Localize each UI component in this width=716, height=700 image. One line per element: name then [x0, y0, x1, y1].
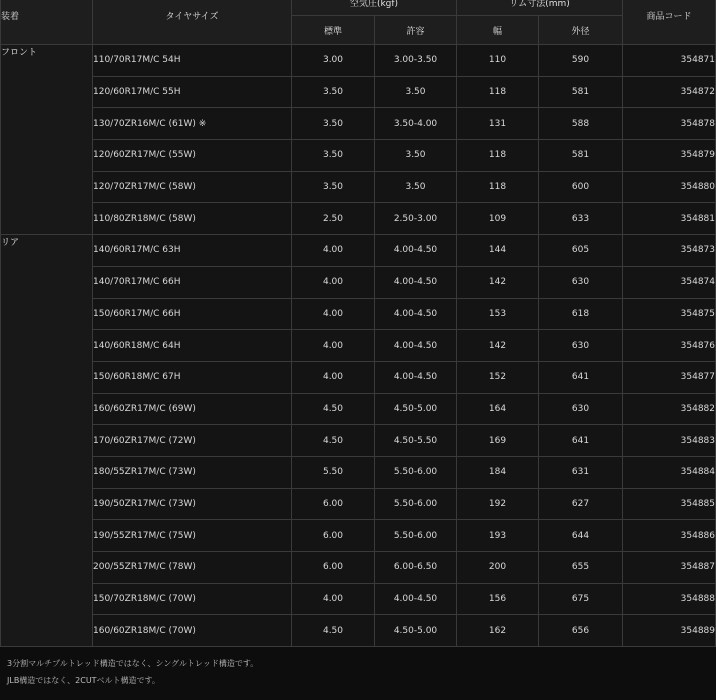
table-row: [1, 456, 716, 488]
tire-size-cell: 120/60R17M/C 55H: [93, 76, 292, 108]
outer-diameter-cell: 627: [539, 488, 623, 520]
tire-size-cell: 160/60ZR18M/C (70W): [93, 615, 292, 647]
allowable-pressure-cell: 4.00-4.50: [375, 235, 457, 267]
outer-diameter-cell: 605: [539, 235, 623, 267]
product-code-cell: 354880: [623, 171, 716, 203]
header-standard: 標準: [292, 16, 375, 45]
product-code-cell: 354879: [623, 140, 716, 172]
rim-width-cell: 109: [457, 203, 539, 235]
rim-width-cell: 118: [457, 171, 539, 203]
mount-position-label: フロント: [1, 45, 93, 235]
rim-width-cell: 131: [457, 108, 539, 140]
product-code-cell: 354874: [623, 266, 716, 298]
rim-width-cell: 110: [457, 45, 539, 77]
rim-width-cell: 118: [457, 140, 539, 172]
rim-width-cell: 153: [457, 298, 539, 330]
table-row: [1, 298, 716, 330]
standard-pressure-cell: 3.50: [292, 171, 375, 203]
outer-diameter-cell: 641: [539, 425, 623, 457]
tire-size-cell: 150/60R17M/C 66H: [93, 298, 292, 330]
product-code-cell: 354875: [623, 298, 716, 330]
outer-diameter-cell: 581: [539, 140, 623, 172]
standard-pressure-cell: 3.50: [292, 76, 375, 108]
standard-pressure-cell: 4.50: [292, 615, 375, 647]
outer-diameter-cell: 630: [539, 330, 623, 362]
outer-diameter-cell: 588: [539, 108, 623, 140]
rim-width-cell: 192: [457, 488, 539, 520]
rim-width-cell: 142: [457, 330, 539, 362]
allowable-pressure-cell: 3.50: [375, 76, 457, 108]
allowable-pressure-cell: 3.50-4.00: [375, 108, 457, 140]
table-row: [1, 552, 716, 584]
outer-diameter-cell: 644: [539, 520, 623, 552]
tire-size-cell: 120/60ZR17M/C (55W): [93, 140, 292, 172]
product-code-cell: 354887: [623, 552, 716, 584]
header-mount: 装着: [1, 0, 93, 45]
standard-pressure-cell: 4.00: [292, 583, 375, 615]
allowable-pressure-cell: 4.50-5.50: [375, 425, 457, 457]
product-code-cell: 354873: [623, 235, 716, 267]
rim-width-cell: 184: [457, 456, 539, 488]
product-code-cell: 354885: [623, 488, 716, 520]
table-row: [1, 203, 716, 235]
standard-pressure-cell: 4.00: [292, 266, 375, 298]
rim-width-cell: 156: [457, 583, 539, 615]
standard-pressure-cell: 2.50: [292, 203, 375, 235]
outer-diameter-cell: 641: [539, 361, 623, 393]
tire-size-cell: 190/55ZR17M/C (75W): [93, 520, 292, 552]
table-row: [1, 520, 716, 552]
allowable-pressure-cell: 4.50-5.00: [375, 615, 457, 647]
allowable-pressure-cell: 2.50-3.00: [375, 203, 457, 235]
tire-size-cell: 180/55ZR17M/C (73W): [93, 456, 292, 488]
outer-diameter-cell: 618: [539, 298, 623, 330]
table-header: [1, 0, 716, 45]
header-tire-size: タイヤサイズ: [93, 0, 292, 45]
table-row: [1, 583, 716, 615]
header-rim-group: リム寸法(mm): [457, 0, 623, 16]
standard-pressure-cell: 4.00: [292, 330, 375, 362]
standard-pressure-cell: 4.00: [292, 361, 375, 393]
table-row: [1, 393, 716, 425]
product-code-cell: 354888: [623, 583, 716, 615]
outer-diameter-cell: 630: [539, 393, 623, 425]
tire-size-cell: 190/50ZR17M/C (73W): [93, 488, 292, 520]
allowable-pressure-cell: 5.50-6.00: [375, 456, 457, 488]
product-code-cell: 354886: [623, 520, 716, 552]
table-row: [1, 76, 716, 108]
header-allowable: 許容: [375, 16, 457, 45]
tire-size-cell: 150/60R18M/C 67H: [93, 361, 292, 393]
product-code-cell: 354876: [623, 330, 716, 362]
rim-width-cell: 118: [457, 76, 539, 108]
table-row: [1, 140, 716, 172]
tire-size-cell: 110/80ZR18M/C (58W): [93, 203, 292, 235]
rim-width-cell: 152: [457, 361, 539, 393]
mount-position-label: リア: [1, 235, 93, 647]
tire-size-cell: 140/60R18M/C 64H: [93, 330, 292, 362]
standard-pressure-cell: 3.50: [292, 108, 375, 140]
allowable-pressure-cell: 5.50-6.00: [375, 488, 457, 520]
table-row: [1, 171, 716, 203]
rim-width-cell: 164: [457, 393, 539, 425]
footnotes: [7, 655, 258, 689]
standard-pressure-cell: 3.00: [292, 45, 375, 77]
outer-diameter-cell: 656: [539, 615, 623, 647]
outer-diameter-cell: 590: [539, 45, 623, 77]
tire-size-cell: 170/60ZR17M/C (72W): [93, 425, 292, 457]
table-body: [1, 45, 716, 647]
rim-width-cell: 142: [457, 266, 539, 298]
standard-pressure-cell: 6.00: [292, 488, 375, 520]
tire-size-cell: 160/60ZR17M/C (69W): [93, 393, 292, 425]
product-code-cell: 354871: [623, 45, 716, 77]
standard-pressure-cell: 4.00: [292, 235, 375, 267]
standard-pressure-cell: 4.00: [292, 298, 375, 330]
allowable-pressure-cell: 4.00-4.50: [375, 361, 457, 393]
table-row: [1, 330, 716, 362]
allowable-pressure-cell: 3.50: [375, 140, 457, 172]
product-code-cell: 354878: [623, 108, 716, 140]
rim-width-cell: 169: [457, 425, 539, 457]
outer-diameter-cell: 581: [539, 76, 623, 108]
footnote: JLB構造ではなく、2CUTベルト構造です。: [7, 676, 160, 685]
product-code-cell: 354877: [623, 361, 716, 393]
allowable-pressure-cell: 3.00-3.50: [375, 45, 457, 77]
allowable-pressure-cell: 4.00-4.50: [375, 330, 457, 362]
rim-width-cell: 144: [457, 235, 539, 267]
tire-size-cell: 150/70ZR18M/C (70W): [93, 583, 292, 615]
header-width: 幅: [457, 16, 539, 45]
outer-diameter-cell: 631: [539, 456, 623, 488]
table-row: [1, 425, 716, 457]
table-row: [1, 235, 716, 267]
standard-pressure-cell: 3.50: [292, 140, 375, 172]
tire-size-cell: 130/70ZR16M/C (61W) ※: [93, 108, 292, 140]
product-code-cell: 354882: [623, 393, 716, 425]
table-row: [1, 45, 716, 77]
tire-size-cell: 110/70R17M/C 54H: [93, 45, 292, 77]
header-pressure-group: 空気圧(kgf): [292, 0, 457, 16]
header-diameter: 外径: [539, 16, 623, 45]
allowable-pressure-cell: 4.50-5.00: [375, 393, 457, 425]
tire-size-cell: 140/60R17M/C 63H: [93, 235, 292, 267]
header-product-code: 商品コード: [623, 0, 716, 45]
product-code-cell: 354872: [623, 76, 716, 108]
tire-size-cell: 140/70R17M/C 66H: [93, 266, 292, 298]
outer-diameter-cell: 630: [539, 266, 623, 298]
table-row: [1, 108, 716, 140]
outer-diameter-cell: 633: [539, 203, 623, 235]
standard-pressure-cell: 6.00: [292, 552, 375, 584]
rim-width-cell: 193: [457, 520, 539, 552]
table-row: [1, 615, 716, 647]
table-row: [1, 488, 716, 520]
footnote: 3分割マルチプルトレッド構造ではなく、シングルトレッド構造です。: [7, 659, 259, 668]
outer-diameter-cell: 655: [539, 552, 623, 584]
table-row: [1, 361, 716, 393]
tire-size-cell: 200/55ZR17M/C (78W): [93, 552, 292, 584]
allowable-pressure-cell: 3.50: [375, 171, 457, 203]
rim-width-cell: 162: [457, 615, 539, 647]
table-row: [1, 266, 716, 298]
allowable-pressure-cell: 4.00-4.50: [375, 583, 457, 615]
outer-diameter-cell: 675: [539, 583, 623, 615]
outer-diameter-cell: 600: [539, 171, 623, 203]
allowable-pressure-cell: 5.50-6.00: [375, 520, 457, 552]
allowable-pressure-cell: 4.00-4.50: [375, 298, 457, 330]
product-code-cell: 354889: [623, 615, 716, 647]
product-code-cell: 354881: [623, 203, 716, 235]
allowable-pressure-cell: 4.00-4.50: [375, 266, 457, 298]
product-code-cell: 354884: [623, 456, 716, 488]
product-code-cell: 354883: [623, 425, 716, 457]
standard-pressure-cell: 4.50: [292, 425, 375, 457]
tire-size-cell: 120/70ZR17M/C (58W): [93, 171, 292, 203]
allowable-pressure-cell: 6.00-6.50: [375, 552, 457, 584]
standard-pressure-cell: 6.00: [292, 520, 375, 552]
standard-pressure-cell: 4.50: [292, 393, 375, 425]
rim-width-cell: 200: [457, 552, 539, 584]
standard-pressure-cell: 5.50: [292, 456, 375, 488]
